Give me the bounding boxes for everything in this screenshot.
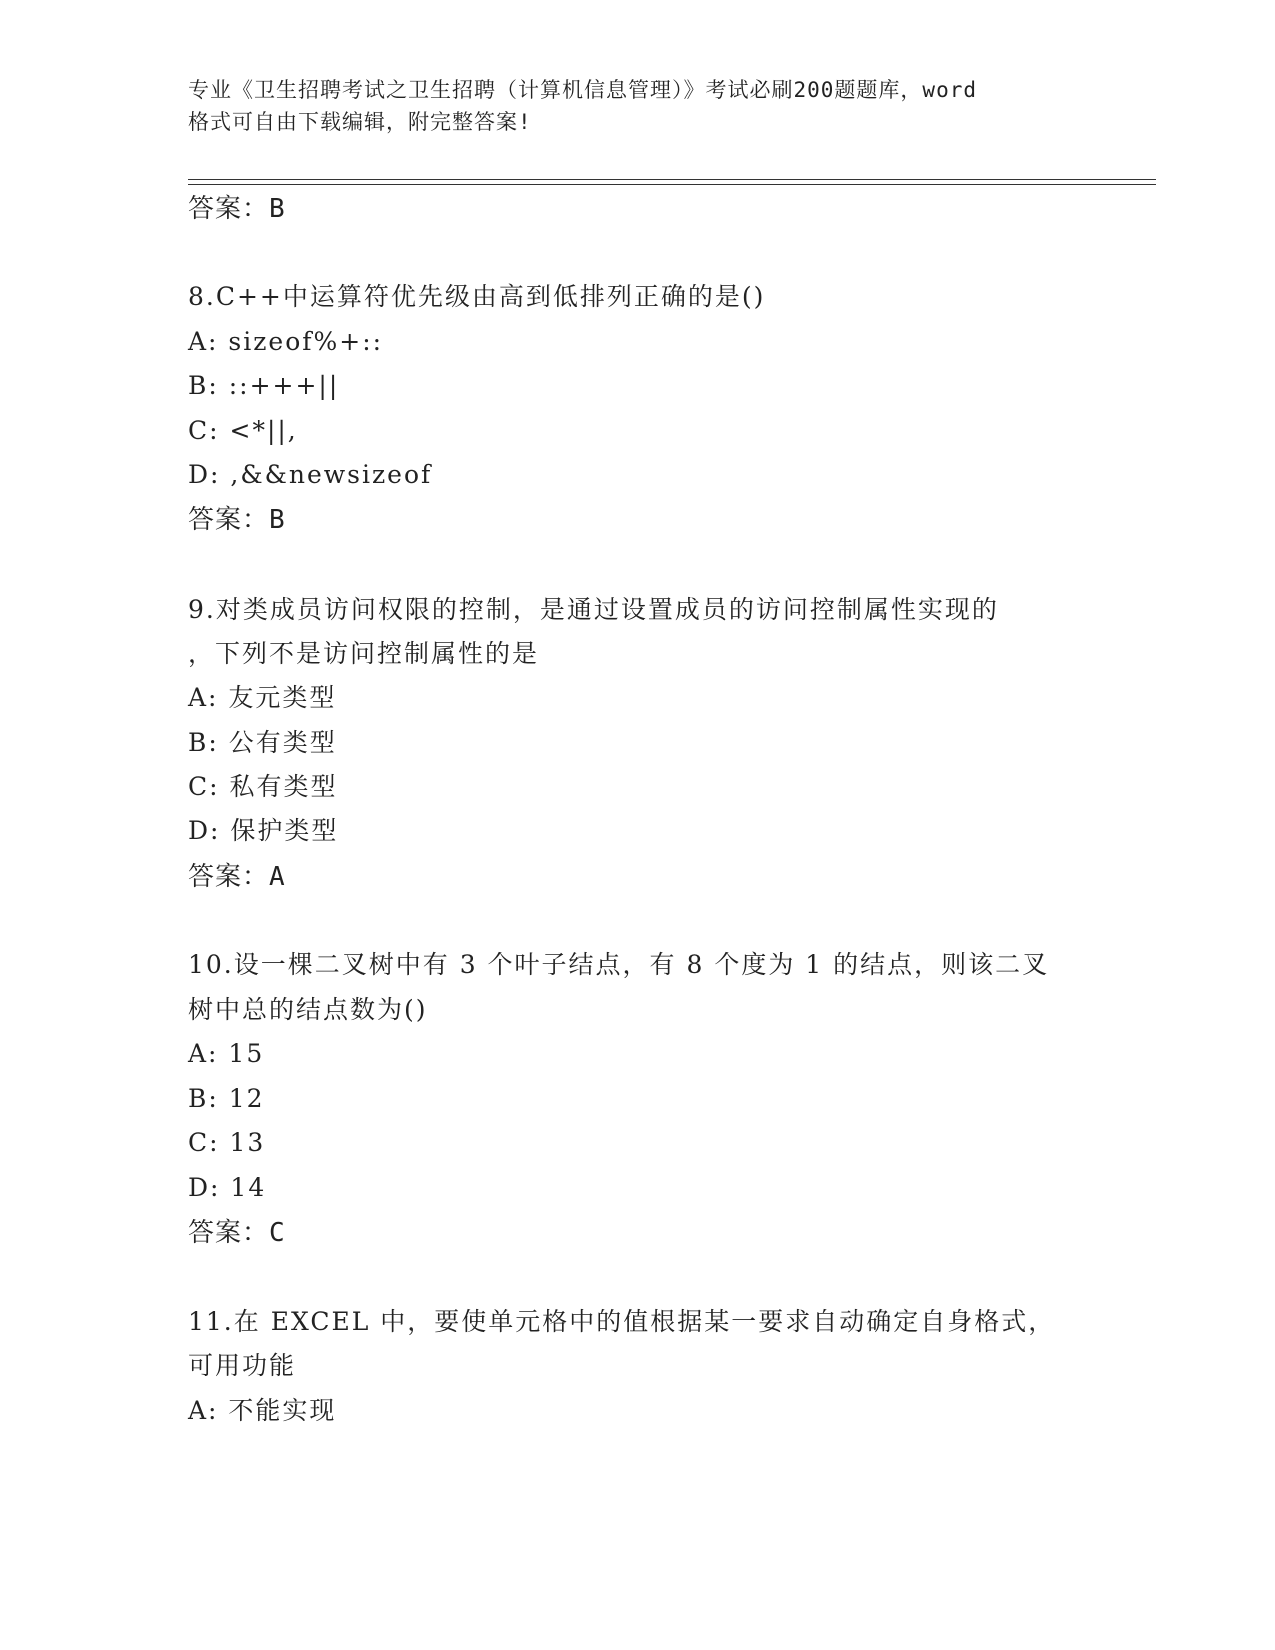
document-header: [188, 74, 1088, 138]
question-9-text-line-1: 9.对类成员访问权限的控制，是通过设置成员的访问控制属性实现的: [188, 595, 999, 624]
question-11-text-line-2: 可用功能: [188, 1351, 297, 1380]
header-divider-top: [188, 179, 1156, 180]
question-11-option-a: A: 不能实现: [188, 1396, 337, 1425]
question-10-option-c: C: 13: [188, 1128, 266, 1157]
header-line-1: 专业《卫生招聘考试之卫生招聘（计算机信息管理）》考试必刷200题题库，word: [188, 78, 977, 102]
question-8-text: 8.C++中运算符优先级由高到低排列正确的是(): [188, 282, 766, 311]
question-8-option-c: C: <*||,: [188, 416, 298, 445]
question-8-answer: 答案：B: [188, 505, 286, 535]
question-9-option-d: D: 保护类型: [188, 816, 339, 845]
question-9-answer: 答案：A: [188, 862, 286, 892]
question-10-text-line-2: 树中总的结点数为(): [188, 995, 428, 1024]
question-9-option-a: A: 友元类型: [188, 683, 337, 712]
header-divider-bottom: [188, 184, 1156, 185]
question-9-text-line-2: ，下列不是访问控制属性的是: [188, 639, 540, 668]
question-11-text-line-1: 11.在 EXCEL 中，要使单元格中的值根据某一要求自动确定自身格式，: [188, 1307, 1056, 1336]
header-line-2: 格式可自由下载编辑，附完整答案!: [188, 110, 532, 134]
question-8-option-d: D: ,&&newsizeof: [188, 460, 433, 489]
question-10-answer: 答案：C: [188, 1218, 286, 1248]
question-8-option-b: B: ::+++||: [188, 371, 340, 400]
answer-previous: 答案：B: [188, 194, 286, 224]
question-10-option-a: A: 15: [188, 1039, 265, 1068]
question-9-option-b: B: 公有类型: [188, 728, 337, 757]
question-10-text-line-1: 10.设一棵二叉树中有 3 个叶子结点，有 8 个度为 1 的结点，则该二叉: [188, 950, 1050, 979]
question-10-option-b: B: 12: [188, 1084, 265, 1113]
question-8-option-a: A: sizeof%+::: [188, 327, 384, 356]
question-10-option-d: D: 14: [188, 1173, 267, 1202]
question-9-option-c: C: 私有类型: [188, 772, 338, 801]
